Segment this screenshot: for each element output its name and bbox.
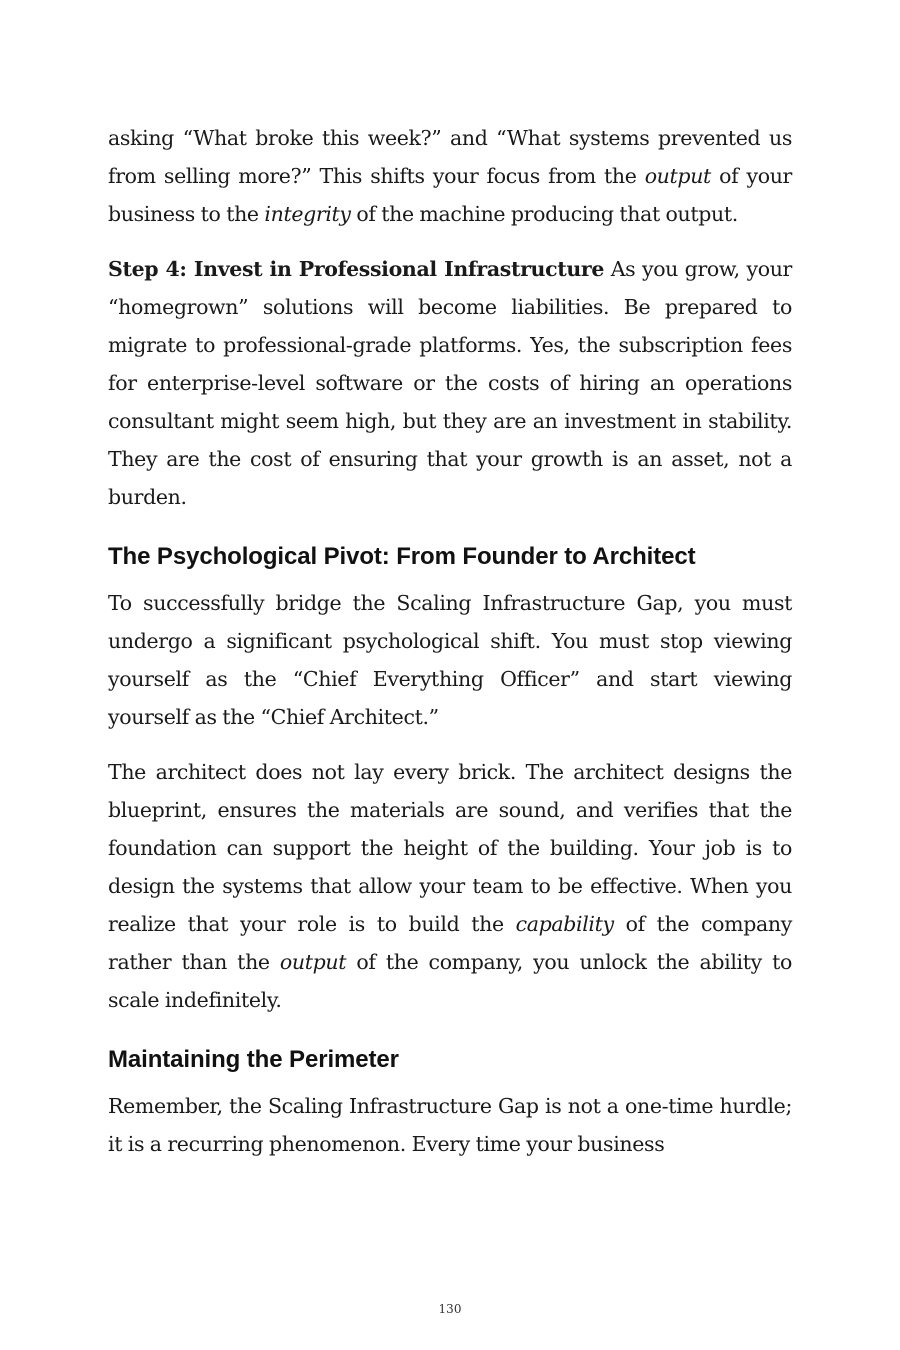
- para1-emphasis-integrity: integrity: [264, 202, 351, 226]
- para4-emphasis-capability: capability: [515, 912, 614, 936]
- step-4-text: As you grow, your “homegrown” solutions will become liabilities. Be prepared to migrate to professional-grade platforms. Yes, the subscription fees for enterprise-level software or the costs of hiring an operations consultant might seem high, but they are an investment in stability. They are the cost of ensuring that your growth is an asset, not a burden.: [108, 257, 792, 509]
- para4-text-2: of the company rather than the: [108, 912, 792, 974]
- paragraph-systems-focus: [108, 119, 792, 233]
- para4-text-1: The architect does not lay every brick. The architect designs the blueprint, ensures the materials are sound, and verifies that the foundation can support the height of the building. Your job is to design the systems that allow your team to be effective. When you realize that your role is to build the: [108, 760, 792, 936]
- paragraph-step-4: [108, 250, 792, 516]
- para1-emphasis-output: output: [644, 164, 711, 188]
- para4-text-3: of the company, you unlock the ability to scale indefinitely.: [108, 950, 792, 1012]
- page-body: [108, 119, 792, 1180]
- paragraph-recurring-phenomenon: Remember, the Scaling Infrastructure Gap is not a one-time hurdle; it is a recurring phenomenon. Every time your business: [108, 1094, 792, 1156]
- para1-text-2: of your business to the: [108, 164, 792, 226]
- heading-psychological-pivot: The Psychological Pivot: From Founder to Architect: [108, 543, 696, 570]
- para1-text-3: of the machine producing that output.: [350, 202, 738, 226]
- heading-maintaining-perimeter: Maintaining the Perimeter: [108, 1046, 399, 1073]
- page-number: 130: [438, 1302, 462, 1316]
- para1-text-1: asking “What broke this week?” and “What systems prevented us from selling more?” This shifts your focus from the: [108, 126, 792, 188]
- paragraph-architect: [108, 753, 792, 1019]
- para4-emphasis-output: output: [279, 950, 347, 974]
- paragraph-psychological-shift: To successfully bridge the Scaling Infrastructure Gap, you must undergo a significant psychological shift. You must stop viewing yourself as the “Chief Everything Officer” and start viewing yourself as the “Chief Architect.”: [108, 591, 792, 729]
- step-4-label: Step 4: Invest in Professional Infrastructure: [108, 257, 605, 281]
